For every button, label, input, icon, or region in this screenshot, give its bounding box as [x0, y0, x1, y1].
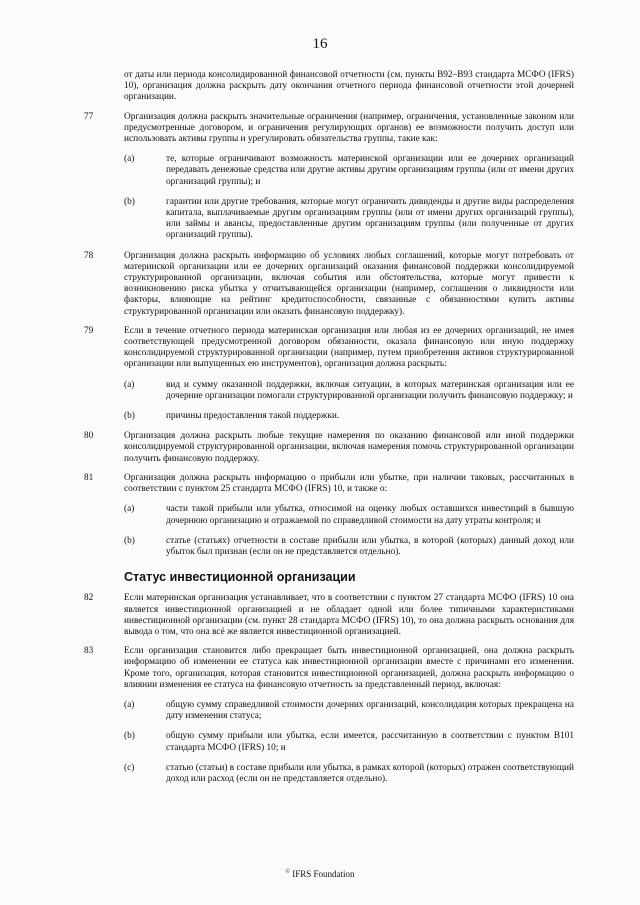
intro-continuation: [84, 70, 574, 104]
list-item-text: статью (статьи) в составе прибыли или убытка, в рамках которой (которых) отражен соответствующий доход или расход (если он не представляется отдельно).: [166, 762, 574, 784]
page-content: [84, 70, 574, 794]
list-item-text: вид и сумму оказанной поддержки, включая ситуации, в которых материнская организация или ее дочерние организации помогали структурированной организации получить финансовую поддержку; и: [166, 379, 574, 401]
paragraph-text: Организация должна раскрыть информацию об условиях любых соглашений, которые могут потребовать от материнской организации или ее дочерних организаций оказания финансовой поддержки консолидируемой структурированной организации, включая события или обстоятельства, которые могут привести к возникновению риска убытка у отчитывающейся организации (например, соглашения о ликвидности или факторы, влияющие на рейтинг кредитоспособности, связанные с обязанностями купить активы структурированной организации или оказать финансовую поддержку).: [124, 250, 574, 317]
paragraph-number: 77: [84, 111, 94, 122]
list-item-text: общую сумму прибыли или убытка, если имеется, рассчитанную в соответствии с пунктом В101 стандарта МСФО (IFRS) 10; и: [166, 731, 574, 753]
paragraph-list: [84, 112, 574, 559]
paragraph-text: Организация должна раскрыть информацию о прибыли или убытке, при наличии таковых, рассчитанных в соответствии с пунктом 25 стандарта МСФО (IFRS) 10, и также о:: [124, 472, 574, 495]
paragraph-number: 80: [84, 431, 94, 442]
paragraph-number: 81: [84, 472, 94, 483]
footer: [0, 869, 640, 879]
paragraph-text: Организация должна раскрыть значительные ограничения (например, ограничения, установленные законом или предусмотренные договором, и ограничения регулирующих органов) ее возможности получить доступ или использовать активы группы и урегулировать обязательства группы, такие как:: [124, 111, 574, 145]
list-item-label: (a): [124, 699, 135, 710]
list-item: [124, 380, 574, 402]
list-item: [124, 504, 574, 526]
list-item-label: (b): [124, 196, 135, 207]
paragraph-78: [84, 251, 574, 318]
list-item-label: (a): [124, 154, 135, 165]
list-item-text: причины предоставления такой поддержки.: [166, 411, 340, 422]
paragraph-number: 83: [84, 646, 94, 657]
list-item: [124, 411, 574, 422]
list-item-text: статье (статьях) отчетности в составе прибыли или убытка, в которой (которых) данный доход или убыток был признан (если он не представляется отдельно).: [166, 535, 574, 557]
list-item: [124, 700, 574, 722]
list-item-text: общую сумму справедливой стоимости дочерних организаций, консолидация которых прекращена на дату изменения статуса;: [166, 699, 574, 722]
paragraph-77: [84, 112, 574, 242]
list-item-label: (b): [124, 731, 135, 742]
page-number: 16: [312, 36, 328, 52]
paragraph-number: 79: [84, 325, 94, 336]
paragraph-79: [84, 326, 574, 422]
paragraph-text: Организация должна раскрыть любые текущие намерения по оказанию финансовой или иной поддержки консолидируемой структурированной организации, включая намерения помочь структурированной организации получить финансовую поддержку.: [124, 431, 574, 464]
list-item-label: (a): [124, 379, 135, 390]
list-item-text: те, которые ограничивают возможность материнской организации или ее дочерних организаций передавать денежные средства или другие активы другим организациям группы (или от имени других организаций группы); и: [166, 154, 574, 187]
paragraph-text: Если материнская организация устанавливает, что в соответствии с пунктом 27 стандарта МСФО (IFRS) 10 она является инвестиционной организацией и не обладает одной или более типичными характеристиками инвестиционной организации (см. пункт 28 стандарта МСФО (IFRS) 10), то она должна раскрыть основания для вывода о том, что она всё же является инвестиционной организацией.: [124, 593, 574, 637]
section-heading: Статус инвестиционной организации: [124, 570, 356, 585]
section-paragraph-list: [84, 593, 574, 785]
paragraph-number: 82: [84, 593, 94, 604]
list-item-label: (b): [124, 535, 135, 546]
list-item-label: (c): [124, 762, 135, 773]
list-item: [124, 536, 574, 558]
paragraph-text: Если в течение отчетного периода материнская организация или любая из ее дочерних организаций, не имея соответствующей предусмотренной договором обязанности, оказала финансовую или иную поддержку консолидируемой структурированной организации (например, путем приобретения активов структурированной организации или выпущенных ею инструментов), организация должна раскрыть:: [124, 325, 574, 370]
list-item: [124, 731, 574, 753]
copyright-symbol: ©: [285, 869, 291, 875]
paragraph-83: [84, 646, 574, 785]
list-item-label: (a): [124, 504, 135, 515]
list-item-label: (b): [124, 411, 135, 422]
paragraph-number: 78: [84, 250, 94, 261]
paragraph-80: [84, 431, 574, 465]
list-item: [124, 197, 574, 242]
list-item-text: части такой прибыли или убытка, относимой на оценку любых оставшихся инвестиций в бывшую дочернюю организацию и отражаемой по справедливой стоимости на дату утраты контроля; и: [166, 504, 574, 526]
paragraph-82: [84, 593, 574, 638]
paragraph-81: [84, 473, 574, 558]
list-item: [124, 154, 574, 188]
footer-text: IFRS Foundation: [292, 869, 355, 879]
paragraph-text: Если организация становится либо прекращает быть инвестиционной организацией, она должна раскрыть информацию об изменении ее статуса как инвестиционной организации вместе с причинами его изменения. Кроме того, организация, которая становится инвестиционной организацией, должна раскрыть информацию о влиянии изменения ее статуса на финансовую отчетность за представленный период, включая:: [124, 646, 574, 690]
list-item: [124, 763, 574, 785]
intro-text: от даты или периода консолидированной финансовой отчетности (см. пункты В92–В93 стандарта МСФО (IFRS) 10), организация должна раскрыть дату окончания отчетного периода финансовой отчетности этой дочерней организации.: [124, 70, 574, 103]
list-item-text: гарантии или другие требования, которые могут ограничить дивиденды и другие виды распределения капитала, выплачиваемые другим организациям группы (или от имени других организаций группы), или займы и авансы, предоставленные другим организациям группы (или полученные от других организаций группы).: [166, 196, 574, 241]
